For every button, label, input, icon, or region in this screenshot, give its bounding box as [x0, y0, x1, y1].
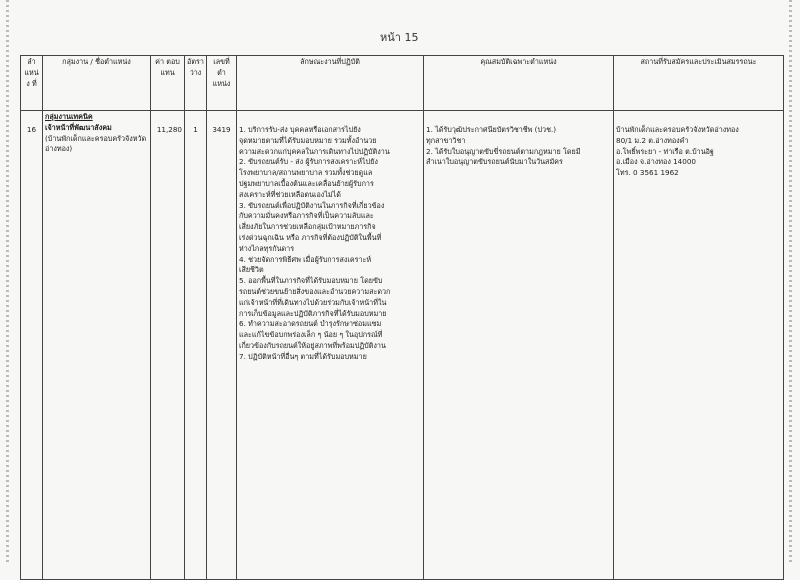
text-line: และแก้ไขข้อบกพร่องเล็ก ๆ น้อย ๆ ในอุปกรณ์ที่ — [239, 330, 383, 340]
text-line: ทุกสาขาวิชา — [426, 135, 466, 145]
text-line: กับความมั่นคงหรือภารกิจที่เป็นความลับและ — [239, 211, 374, 221]
text-line: บ้านพักเด็กและครอบครัวจังหวัดอ่างทอง — [616, 125, 739, 134]
text-line: เร่งด่วนฉุกเฉิน หรือ ภารกิจที่ต้องปฏิบัติในพื้นที่ — [239, 232, 382, 242]
scan-edge-left — [6, 0, 9, 564]
header-location: สถานที่รับสมัครและประเมินสมรรถนะ — [614, 56, 784, 111]
text-line: สงเคราะห์ที่ช่วยเหลือตนเองไม่ได้ — [239, 189, 341, 199]
text-line: อ.เมือง จ.อ่างทอง 14000 — [616, 157, 696, 167]
table-row — [21, 111, 784, 580]
cell-position-no: 3419 — [207, 111, 237, 580]
cell-group-position — [43, 111, 151, 580]
position-name: เจ้าหน้าที่พัฒนาสังคม — [45, 122, 112, 132]
text-line: ห่างไกลทุรกันดาร — [239, 243, 295, 253]
text-line: เสี่ยงภัยในการช่วยเหลือกลุ่มเป้าหมายภารกิจ — [239, 222, 376, 232]
cell-vacancies: 1 — [185, 111, 207, 580]
job-table — [20, 55, 784, 580]
text-line: จุดหมายตามที่ได้รับมอบหมาย รวมทั้งอำนวย — [239, 135, 377, 145]
text-line: เสียชีวิต — [239, 265, 264, 275]
position-unit: (บ้านพักเด็กและครอบครัวจังหวัดอ่างทอง) — [45, 133, 147, 154]
text-line: 3. ขับรถยนต์เพื่อปฏิบัติงานในภารกิจที่เกี่ยวข้อง — [239, 200, 385, 210]
cell-seq: 16 — [21, 111, 43, 580]
text-line: 1. ได้รับวุฒิประกาศนียบัตรวิชาชีพ (ปวช.) — [426, 125, 557, 134]
text-line: เกี่ยวข้องกับรถยนต์ให้อยู่สภาพที่พร้อมปฏิบัติงาน — [239, 340, 386, 350]
cell-location — [614, 111, 784, 580]
header-seq: ลำ แหน่ง ที่ — [21, 56, 43, 111]
text-line: สำเนาใบอนุญาตขับรถยนต์นับมาในวันสมัคร — [426, 157, 563, 167]
text-line: 7. ปฏิบัติหน้าที่อื่นๆ ตามที่ได้รับมอบหมาย — [239, 351, 367, 361]
text-line: 2. ขับรถยนต์รับ - ส่ง ผู้รับการสงเคราะห์ไปยัง — [239, 157, 378, 167]
page-number: หน้า 15 — [380, 31, 419, 44]
header-group-position: กลุ่มงาน / ชื่อตำแหน่ง — [43, 56, 151, 111]
cell-salary: 11,280 — [151, 111, 185, 580]
text-line: 80/1 ม.2 ต.อ่างทองคำ — [616, 135, 689, 145]
text-line: 1. บริการรับ-ส่ง บุคคลหรือเอกสารไปยัง — [239, 125, 361, 134]
text-line: 2. ได้รับใบอนุญาตขับขี่รถยนต์ตามกฎหมาย โดยมี — [426, 146, 581, 156]
header-vacancies: อัตรา ว่าง — [185, 56, 207, 111]
scan-edge-right — [789, 0, 792, 564]
text-line: การเก็บข้อมูลและปฏิบัติภารกิจที่ได้รับมอบหมาย — [239, 308, 387, 318]
text-line: รถยนต์ช่วยขนย้ายสิ่งของและอำนวยความสะดวก — [239, 286, 391, 296]
text-line: ความสะดวกแก่บุคคลในการเดินทางไปปฏิบัติงาน — [239, 146, 390, 156]
text-line: โรงพยาบาล/สถานพยาบาล รวมทั้งช่วยดูแล — [239, 168, 373, 178]
header-salary: ค่า ตอบ แทน — [151, 56, 185, 111]
cell-qualifications — [424, 111, 614, 580]
text-line: ปฐมพยาบาลเบื้องต้นและเคลื่อนย้ายผู้รับการ — [239, 178, 374, 188]
text-line: โทร. 0 3561 1962 — [616, 168, 679, 178]
text-line: 6. ทำความสะอาดรถยนต์ บำรุงรักษาซ่อมแซม — [239, 319, 382, 329]
cell-duties — [237, 111, 424, 580]
text-line: 4. ช่วยจัดการพิธีศพ เมื่อผู้รับการสงเคราะห์ — [239, 254, 372, 264]
header-position-no: เลขที่ ตำ แหน่ง — [207, 56, 237, 111]
table-header-row — [21, 56, 784, 111]
header-duties: ลักษณะงานที่ปฏิบัติ — [237, 56, 424, 111]
text-line: แก่เจ้าหน้าที่ที่เดินทางไปด้วยร่วมกับเจ้าหน้าที่ใน — [239, 297, 387, 307]
text-line: 5. ออกพื้นที่ในภารกิจที่ได้รับมอบหมาย โดยขับ — [239, 276, 383, 286]
text-line: อ.โพธิ์พระยา - ท่าเรือ ต.บ้านอิฐ — [616, 146, 714, 156]
group-label: กลุ่มงานเทคนิค — [45, 112, 93, 121]
header-qualifications: คุณสมบัติเฉพาะตำแหน่ง — [424, 56, 614, 111]
